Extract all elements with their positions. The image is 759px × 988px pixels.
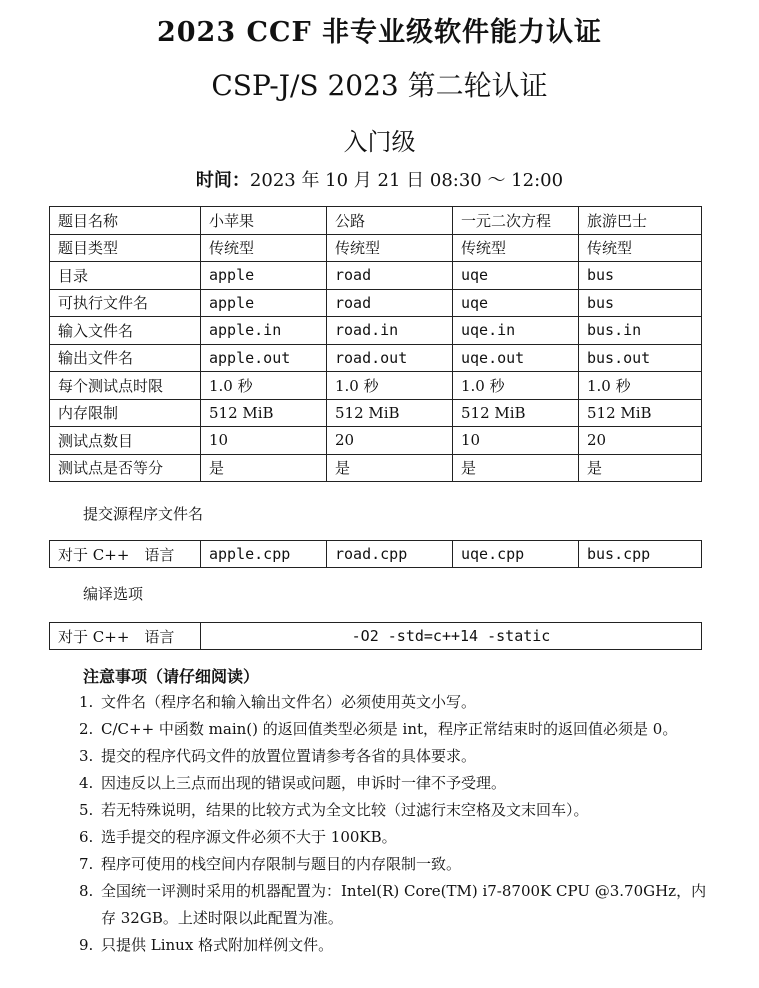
time-value: 2023 年 10 月 21 日 08:30 ～ 12:00 (249, 170, 564, 191)
compile-section-label: 编译选项 (83, 585, 144, 603)
notes-list (79, 689, 719, 959)
document-subtitle: CSP-J/S 2023 第二轮认证 (211, 69, 548, 102)
table-cell: road.out (327, 344, 453, 372)
table-cell: 20 (579, 427, 702, 455)
list-item-text: 提交的程序代码文件的放置位置请参考各省的具体要求。 (101, 747, 477, 765)
list-item-text: 只提供 Linux 格式附加样例文件。 (101, 936, 334, 954)
table-cell: 10 (201, 427, 327, 455)
table-cell: bus (579, 289, 702, 317)
table-cell: 20 (327, 427, 453, 455)
list-item-number: 2. (79, 720, 94, 738)
table-cell: uqe (453, 262, 579, 290)
notes-heading: 注意事项（请仔细阅读） (83, 667, 260, 686)
row-header-cell: 输出文件名 (50, 344, 201, 372)
row-header-cell: 题目类型 (50, 234, 201, 262)
list-item-text: 选手提交的程序源文件必须不大于 100KB。 (101, 828, 397, 846)
submit-filename-table (49, 540, 702, 568)
table-cell: 是 (579, 454, 702, 482)
table-cell: 传统型 (327, 234, 453, 262)
table-cell: 是 (201, 454, 327, 482)
table-row (50, 399, 702, 427)
table-cell: uqe (453, 289, 579, 317)
table-cell: 10 (453, 427, 579, 455)
table-cell: 传统型 (201, 234, 327, 262)
time-label: 时间： (195, 170, 250, 191)
table-cell: road (327, 289, 453, 317)
table-cell: 传统型 (453, 234, 579, 262)
table-cell: 对于 C++ 语言 (50, 623, 201, 650)
row-header-cell: 目录 (50, 262, 201, 290)
table-cell: 公路 (327, 207, 453, 235)
table-row (50, 289, 702, 317)
table-cell: bus.in (579, 317, 702, 345)
table-cell: 1.0 秒 (327, 372, 453, 400)
row-header-cell: 输入文件名 (50, 317, 201, 345)
table-cell: bus.cpp (579, 541, 702, 568)
exam-time (0, 166, 759, 192)
table-cell: road.in (327, 317, 453, 345)
list-item-number: 7. (79, 855, 94, 873)
table-cell: uqe.in (453, 317, 579, 345)
list-item (79, 743, 719, 770)
list-item-number: 5. (79, 801, 94, 819)
list-item (79, 716, 719, 743)
compile-options: -O2 -std=c++14 -static (201, 623, 702, 650)
list-item-text: 程序可使用的栈空间内存限制与题目的内存限制一致。 (101, 855, 462, 873)
list-item-number: 3. (79, 747, 94, 765)
list-item (79, 770, 719, 797)
problem-info-table (49, 206, 702, 482)
table-row (50, 541, 702, 568)
list-item (79, 851, 719, 878)
list-item (79, 824, 719, 851)
table-cell: 对于 C++ 语言 (50, 541, 201, 568)
table-cell: apple.in (201, 317, 327, 345)
row-header-cell: 可执行文件名 (50, 289, 201, 317)
table-cell: 传统型 (579, 234, 702, 262)
table-cell: bus (579, 262, 702, 290)
table-row (50, 372, 702, 400)
table-row (50, 207, 702, 235)
list-item-text: C/C++ 中函数 main() 的返回值类型必须是 int，程序正常结束时的返回值必须是 0。 (101, 720, 678, 738)
list-item-number: 6. (79, 828, 94, 846)
table-cell: 1.0 秒 (453, 372, 579, 400)
list-item (79, 932, 719, 959)
table-row (50, 454, 702, 482)
list-item-text: 若无特殊说明，结果的比较方式为全文比较（过滤行末空格及文末回车）。 (101, 801, 589, 819)
list-item (79, 797, 719, 824)
compile-options-table (49, 622, 702, 650)
table-cell: uqe.out (453, 344, 579, 372)
list-item-text: 因违反以上三点而出现的错误或问题，申诉时一律不予受理。 (101, 774, 507, 792)
table-cell: road (327, 262, 453, 290)
row-header-cell: 题目名称 (50, 207, 201, 235)
list-item-number: 8. (79, 882, 94, 900)
level-label: 入门级 (343, 128, 416, 156)
table-cell: road.cpp (327, 541, 453, 568)
list-item-text: 全国统一评测时采用的机器配置为：Intel(R) Core(TM) i7-8700K CPU @3.70GHz，内存 32GB。上述时限以此配置为准。 (101, 882, 707, 927)
submit-section-label: 提交源程序文件名 (83, 505, 204, 523)
table-cell: 512 MiB (327, 399, 453, 427)
row-header-cell: 测试点是否等分 (50, 454, 201, 482)
table-cell: apple.cpp (201, 541, 327, 568)
row-header-cell: 内存限制 (50, 399, 201, 427)
table-cell: 是 (327, 454, 453, 482)
list-item-number: 4. (79, 774, 94, 792)
table-cell: apple (201, 289, 327, 317)
table-row (50, 262, 702, 290)
table-row (50, 317, 702, 345)
list-item-text: 文件名（程序名和输入输出文件名）必须使用英文小写。 (101, 693, 477, 711)
table-cell: apple.out (201, 344, 327, 372)
table-cell: 1.0 秒 (579, 372, 702, 400)
table-row (50, 344, 702, 372)
list-item (79, 689, 719, 716)
table-row (50, 427, 702, 455)
table-cell: 512 MiB (453, 399, 579, 427)
row-header-cell: 测试点数目 (50, 427, 201, 455)
list-item-number: 9. (79, 936, 94, 954)
table-cell: 一元二次方程 (453, 207, 579, 235)
table-cell: 小苹果 (201, 207, 327, 235)
table-cell: uqe.cpp (453, 541, 579, 568)
table-cell: bus.out (579, 344, 702, 372)
table-cell: 1.0 秒 (201, 372, 327, 400)
table-row (50, 623, 702, 650)
table-cell: apple (201, 262, 327, 290)
table-cell: 512 MiB (579, 399, 702, 427)
row-header-cell: 每个测试点时限 (50, 372, 201, 400)
table-cell: 512 MiB (201, 399, 327, 427)
table-cell: 旅游巴士 (579, 207, 702, 235)
table-cell: 是 (453, 454, 579, 482)
document-title: 2023 CCF 非专业级软件能力认证 (156, 17, 603, 48)
list-item (79, 878, 719, 932)
list-item-number: 1. (79, 693, 94, 711)
table-row (50, 234, 702, 262)
